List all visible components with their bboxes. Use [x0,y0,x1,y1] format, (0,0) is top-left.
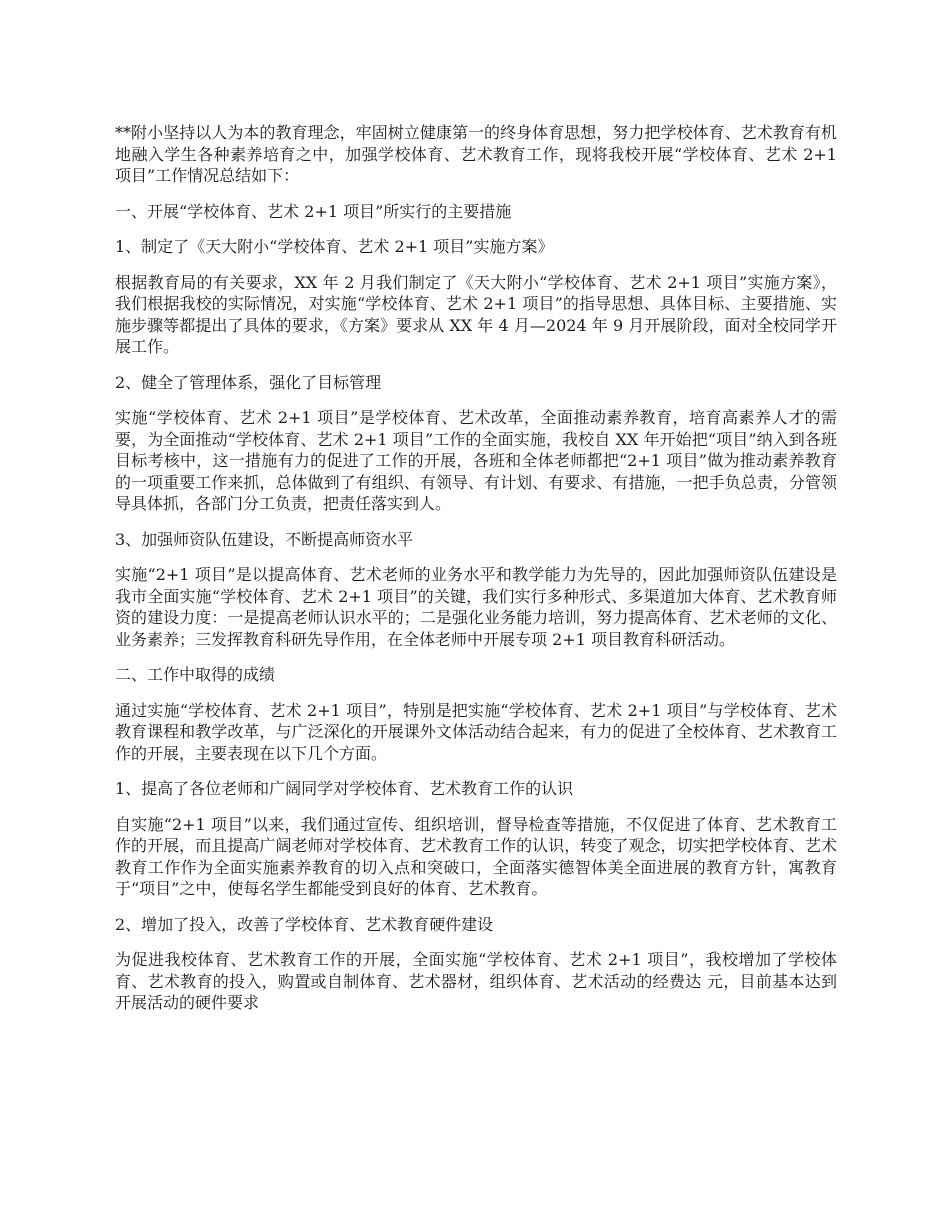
subsection-heading-1-2: 2、健全了管理体系，强化了目标管理 [115,372,382,392]
paragraph-2-1: 自实施“2+1 项目”以来，我们通过宣传、组织培训，督导检查等措施，不仅促进了体育、艺术教育工作的开展，而且提高广阔老师对学校体育、艺术教育工作的认识，转变了观念，切实把学校体育、艺术教育工作作为全面实施素养教育的切入点和突破口，全面落实德智体美全面进展的教育方针，寓教育于“项目”之中，使每名学生都能受到良好的体育、艺术教育。 [115,814,837,898]
paragraph-2-2: 为促进我校体育、艺术教育工作的开展，全面实施“学校体育、艺术 2+1 项目”，我校增加了学校体育、艺术教育的投入，购置或自制体育、艺术器材，组织体育、艺术活动的经费达 元，目前基本达到开展活动的硬件要求 [115,950,837,1012]
paragraph-1-2: 实施“学校体育、艺术 2+1 项目”是学校体育、艺术改革，全面推动素养教育，培育高素养人才的需要，为全面推动“学校体育、艺术 2+1 项目”工作的全面实施，我校自 XX 年开始把“项目”纳入到各班目标考核中，这一措施有力的促进了工作的开展，各班和全体老师都把“2+1 项目”做为推动素养教育的一项重要工作来抓，总体做到了有组织、有领导、有计划、有要求、有措施，一把手负总责，分管领导具体抓，各部门分工负责，把责任落实到人。 [115,408,837,513]
intro-paragraph: **附小坚持以人为本的教育理念，牢固树立健康第一的终身体育思想，努力把学校体育、艺术教育有机地融入学生各种素养培育之中，加强学校体育、艺术教育工作，现将我校开展“学校体育、艺术 2+1 项目”工作情况总结如下： [115,123,837,185]
section-heading-2: 二、工作中取得的成绩 [115,665,276,684]
subsection-heading-1-3: 3、加强师资队伍建设，不断提高师资水平 [115,529,414,549]
paragraph-1-1: 根据教育局的有关要求，XX 年 2 月我们制定了《天大附小“学校体育、艺术 2+1 项目”实施方案》，我们根据我校的实际情况，对实施“学校体育、艺术 2+1 项目”的指导思想、具体目标、主要措施、实施步骤等都提出了具体的要求，《方案》要求从 XX 年 4 月—2024 年 9 月开展阶段，面对全校同学开展工作。 [115,272,837,356]
subsection-heading-1-1: 1、制定了《天大附小“学校体育、艺术 2+1 项目”实施方案》 [115,237,554,256]
document-body [115,122,837,1028]
subsection-heading-2-1: 1、提高了各位老师和广阔同学对学校体育、艺术教育工作的认识 [115,779,574,798]
section-heading-1: 一、开展“学校体育、艺术 2+1 项目”所实行的主要措施 [115,201,512,221]
paragraph-1-3: 实施“2+1 项目”是以提高体育、艺术老师的业务水平和教学能力为先导的，因此加强师资队伍建设是我市全面实施“学校体育、艺术 2+1 项目”的关键，我们实行多种形式、多渠道加大体育、艺术教育师资的建设力度：一是提高老师认识水平的；二是强化业务能力培训，努力提高体育、艺术老师的文化、业务素养；三发挥教育科研先导作用，在全体老师中开展专项 2+1 项目教育科研活动。 [115,565,837,649]
subsection-heading-2-2: 2、增加了投入，改善了学校体育、艺术教育硬件建设 [115,914,494,934]
paragraph-2-intro: 通过实施“学校体育、艺术 2+1 项目”，特别是把实施“学校体育、艺术 2+1 项目”与学校体育、艺术教育课程和教学改革，与广泛深化的开展课外文体活动结合起来，有力的促进了全校体育、艺术教育工作的开展，主要表现在以下几个方面。 [115,700,837,763]
